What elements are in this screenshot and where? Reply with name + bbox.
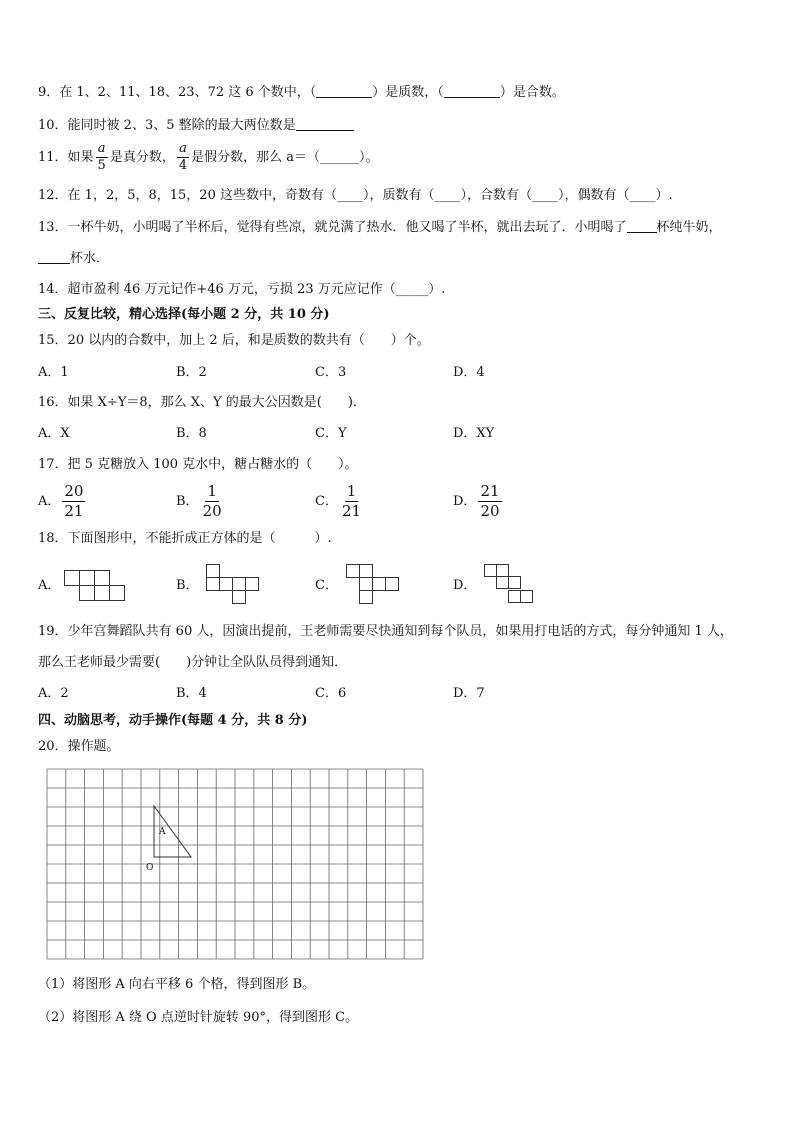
q20-task-2: （2）将图形 A 绕 O 点逆时针旋转 90°，得到图形 C。 xyxy=(38,1010,359,1025)
q13-text-line1-post: 杯纯牛奶， xyxy=(656,220,722,235)
q9-text-post: ）是合数。 xyxy=(499,85,565,100)
section-3-title: 三、反复比较，精心选择(每小题 2 分，共 10 分) xyxy=(38,307,330,322)
q17-stem: 17．把 5 克糖放入 100 克水中，糖占糖水的（ ）。 xyxy=(38,457,358,472)
q17-b-num: 1 xyxy=(207,482,217,500)
q11-f1-numerator: a xyxy=(97,141,106,156)
q11-fraction-1 xyxy=(96,141,108,174)
q17-d-num: 21 xyxy=(480,482,500,500)
q18-option-a-label[interactable]: A． xyxy=(38,578,61,593)
q18-option-c-label[interactable]: C． xyxy=(315,578,338,593)
question-14 xyxy=(38,281,445,299)
q17-d-label: D． xyxy=(453,494,477,509)
q11-f2-numerator: a xyxy=(179,141,187,156)
question-12 xyxy=(38,187,673,205)
question-9 xyxy=(38,83,565,102)
q19-option-a[interactable]: A．2 xyxy=(38,686,69,701)
q18-net-c[interactable] xyxy=(346,564,402,606)
q11-text-post: 是假分数，那么 a＝（______）。 xyxy=(191,150,379,165)
q18-net-b[interactable] xyxy=(206,564,262,606)
q16-stem: 16．如果 X÷Y＝8，那么 X、Y 的最大公因数是( )． xyxy=(38,395,366,410)
q16-option-b[interactable]: B．8 xyxy=(176,426,207,441)
q17-option-c[interactable] xyxy=(315,482,365,522)
q19-stem-line-2: 那么王老师最少需要( )分钟让全队队员得到通知． xyxy=(38,655,348,670)
q18-net-d[interactable] xyxy=(484,564,534,606)
q16-option-d[interactable]: D．XY xyxy=(453,426,495,441)
q13-blank-2[interactable] xyxy=(38,249,70,264)
q15-option-d[interactable]: D．4 xyxy=(453,365,485,380)
q15-option-c[interactable]: C．3 xyxy=(315,365,347,380)
q18-option-d-label[interactable]: D． xyxy=(453,578,477,593)
q17-a-fraction xyxy=(62,482,85,521)
q15-option-a[interactable]: A．1 xyxy=(38,365,69,380)
q10-blank[interactable] xyxy=(296,116,354,131)
q20-label-a: A xyxy=(159,827,166,837)
q11-f1-denominator: 5 xyxy=(97,158,106,173)
q17-option-d[interactable] xyxy=(453,482,504,522)
q20-grid[interactable] xyxy=(46,768,426,962)
question-10 xyxy=(38,116,354,135)
q18-option-b-label[interactable]: B． xyxy=(176,578,199,593)
question-13-line-1 xyxy=(38,218,722,237)
q13-blank-1[interactable] xyxy=(627,218,657,233)
q17-d-den: 20 xyxy=(480,502,500,520)
q19-option-c[interactable]: C．6 xyxy=(315,686,347,701)
section-4-title: 四、动脑思考，动手操作(每题 4 分，共 8 分) xyxy=(38,713,308,728)
q11-text-mid: 是真分数， xyxy=(109,150,175,165)
q17-d-fraction xyxy=(478,482,501,521)
q11-text-pre: 11．如果 xyxy=(38,150,94,165)
q13-text-line1: 13．一杯牛奶，小明喝了半杯后，觉得有些凉，就兑满了热水．他又喝了半杯，就出去玩了．小明喝了 xyxy=(38,220,627,235)
q15-option-b[interactable]: B．2 xyxy=(176,365,207,380)
q17-c-fraction xyxy=(340,482,363,521)
q9-blank-1[interactable] xyxy=(316,83,372,98)
q17-option-a[interactable] xyxy=(38,482,87,522)
q20-task-1: （1）将图形 A 向右平移 6 个格，得到图形 B。 xyxy=(38,977,316,992)
q19-stem-line-1: 19．少年宫舞蹈队共有 60 人，因演出提前，王老师需要尽快通知到每个队员，如果用打电话的方式，每分钟通知 1 人， xyxy=(38,624,733,639)
q11-f2-denominator: 4 xyxy=(178,158,188,173)
q17-c-label: C． xyxy=(315,494,338,509)
q15-stem: 15．20 以内的合数中，加上 2 后，和是质数的数共有（ ）个。 xyxy=(38,333,430,348)
q14-text: 14．超市盈利 46 万元记作+46 万元，亏损 23 万元应记作（_____）. xyxy=(38,282,446,297)
q12-text: 12．在 1，2，5，8，15，20 这些数中，奇数有（____），质数有（____），合数有（____），偶数有（____）. xyxy=(38,188,673,203)
q9-blank-2[interactable] xyxy=(444,83,500,98)
q17-b-fraction xyxy=(201,482,224,521)
q11-fraction-2 xyxy=(177,141,189,174)
q17-a-den: 21 xyxy=(64,502,84,520)
q17-b-den: 20 xyxy=(202,502,222,520)
q16-option-a[interactable]: A．X xyxy=(38,426,70,441)
question-11 xyxy=(38,140,379,176)
q17-option-b[interactable] xyxy=(176,482,226,522)
q13-text-line2: 杯水． xyxy=(70,251,110,266)
q17-a-label: A． xyxy=(38,494,61,509)
q9-text-pre: 9．在 1、2、11、18、23、72 这 6 个数中，（ xyxy=(38,85,317,100)
q19-option-d[interactable]: D．7 xyxy=(453,686,485,701)
q20-stem: 20．操作题。 xyxy=(38,739,120,754)
q18-stem: 18．下面图形中，不能折成正方体的是（ ）. xyxy=(38,531,332,546)
q20-grid-lines xyxy=(47,769,423,959)
q20-label-o: O xyxy=(146,863,154,873)
question-13-line-2 xyxy=(38,249,109,268)
q10-text: 10．能同时被 2、3、5 整除的最大两位数是 xyxy=(38,118,296,133)
q18-net-a[interactable] xyxy=(64,570,128,602)
q17-b-label: B． xyxy=(176,494,199,509)
q17-c-den: 21 xyxy=(341,502,362,520)
q17-c-num: 1 xyxy=(346,482,357,500)
q17-a-num: 20 xyxy=(64,482,84,500)
q9-text-mid: ）是质数，（ xyxy=(372,85,444,100)
q19-option-b[interactable]: B．4 xyxy=(176,686,207,701)
q16-option-c[interactable]: C．Y xyxy=(315,426,347,441)
